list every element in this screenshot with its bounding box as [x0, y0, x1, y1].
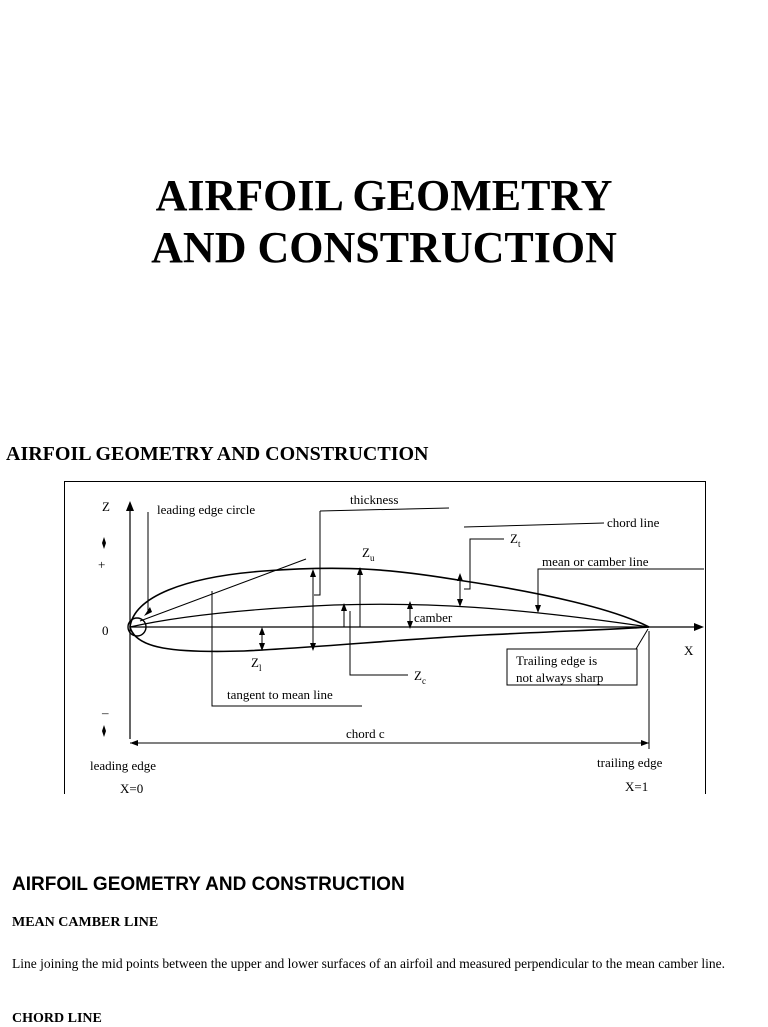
- zt-leader: [464, 539, 504, 589]
- thickness-label: thickness: [350, 492, 399, 507]
- plus-arrow: [102, 537, 106, 549]
- airfoil-lower-surface: [130, 627, 649, 651]
- camber-arrow-bottom: [407, 621, 413, 629]
- airfoil-diagram: [64, 481, 706, 794]
- mean-camber-line-heading: MEAN CAMBER LINE: [12, 915, 159, 930]
- thickness-leader: [314, 511, 320, 595]
- chord-arrow-right: [641, 740, 649, 746]
- z-axis-arrow: [126, 501, 134, 511]
- trailing-edge-note-leader: [636, 629, 648, 649]
- zt-arrow-top: [457, 573, 463, 581]
- airfoil-diagram-svg: [64, 481, 706, 794]
- x-axis-arrow: [694, 623, 704, 631]
- minus-sign: –: [102, 705, 109, 720]
- mean-camber-line-label: mean or camber line: [542, 554, 649, 569]
- x1-label: X=1: [625, 779, 649, 794]
- mean-camber-line-text: Line joining the mid points between the upper and lower surfaces of an airfoil and measured perpendicular to the mean camber line.: [12, 956, 725, 971]
- camber-label: camber: [414, 610, 453, 625]
- minus-arrow: [102, 725, 106, 737]
- chord-c-label: chord c: [346, 726, 385, 741]
- thickness-leader-top: [320, 508, 449, 511]
- z-axis-label: Z: [102, 499, 110, 514]
- x0-label: X=0: [120, 781, 144, 794]
- zl-arrow-top: [259, 627, 265, 635]
- mean-camber-arrow: [535, 605, 541, 613]
- airfoil-upper-surface: [130, 568, 649, 627]
- trailing-edge-label: trailing edge: [597, 755, 663, 770]
- title-line-1: AIRFOIL GEOMETRY: [155, 171, 613, 220]
- zero-label: 0: [102, 623, 109, 638]
- leading-edge-label: leading edge: [90, 758, 157, 773]
- plus-sign: +: [98, 557, 106, 572]
- leading-edge-circle-label: leading edge circle: [157, 502, 256, 517]
- mean-camber-line: [130, 604, 649, 627]
- title-line-2: AND CONSTRUCTION: [151, 223, 617, 272]
- chord-line-leader: [464, 523, 604, 527]
- zc-label: $Z_c$: [414, 668, 426, 686]
- page-title: [0, 170, 768, 274]
- x-axis-label: X: [684, 643, 694, 658]
- zu-label: $Z_u$: [362, 545, 375, 563]
- zt-label: $Z_t$: [510, 531, 521, 549]
- tangent-line: [140, 559, 306, 621]
- chord-line-label: chord line: [607, 515, 660, 530]
- trailing-edge-note-line1: Trailing edge is: [516, 653, 598, 668]
- mean-camber-leader: [538, 569, 704, 611]
- section-heading: AIRFOIL GEOMETRY AND CONSTRUCTION: [12, 874, 405, 895]
- chord-line-heading: CHORD LINE: [12, 1011, 102, 1026]
- chord-arrow-left: [130, 740, 138, 746]
- tangent-label: tangent to mean line: [227, 687, 333, 702]
- thickness-arrow-top: [310, 569, 316, 577]
- zl-label: $Z_l$: [251, 655, 262, 673]
- diagram-section-heading: AIRFOIL GEOMETRY AND CONSTRUCTION: [6, 443, 429, 465]
- trailing-edge-note-line2: not always sharp: [516, 670, 604, 685]
